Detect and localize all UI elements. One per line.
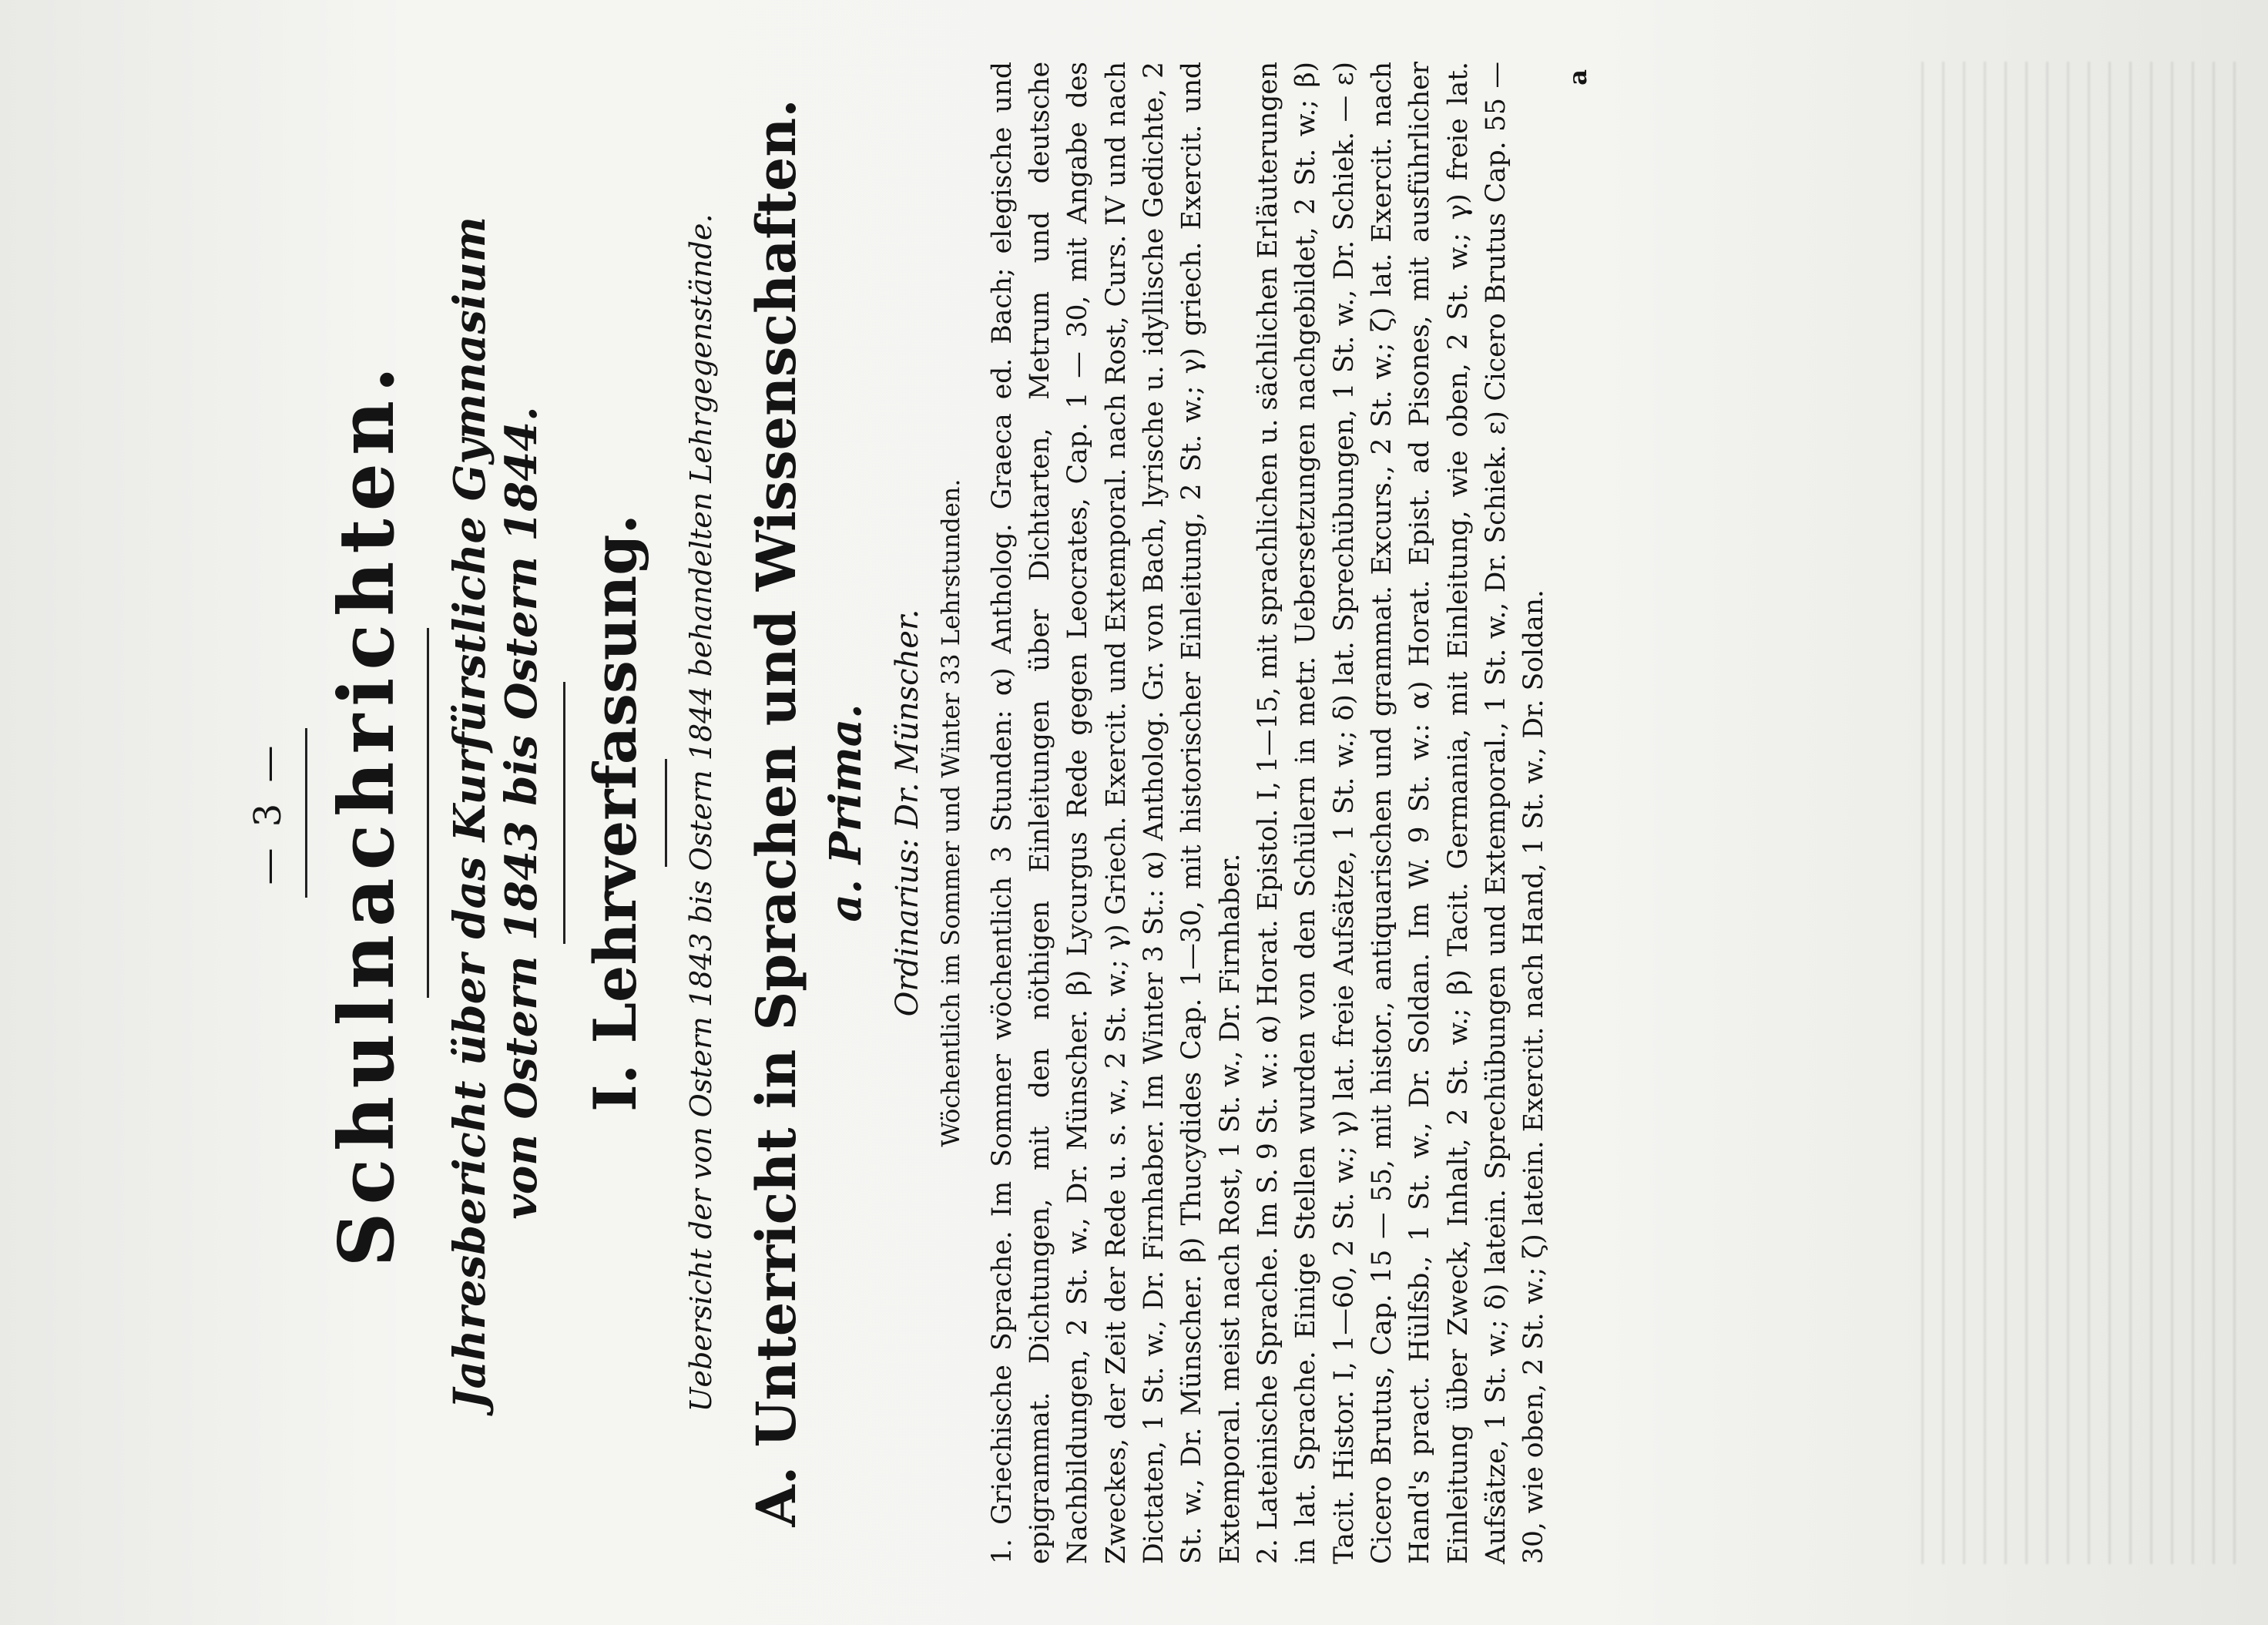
subtitle-line-2: von Ostern 1843 bis Ostern 1844. — [496, 406, 548, 1220]
page-title: Schulnachrichten. — [323, 358, 411, 1267]
ordinarius-line: Ordinarius: Dr. Münscher. — [889, 609, 925, 1017]
subject-paragraph-latin: 2. Lateinische Sprache. Im S. 9 St. w.: α) Horat. Epistol. I, 1—15, mit sprachlichen u. sächlichen Erläuterungen in lat. Sprache. Einige Stellen wurden von den Schülern in metr. Uebersetzungen nachgebildet, 2 St. w.; β) Tacit. Histor. I, 1—60, 2 St. w.; γ) lat. freie Aufsätze, 1 St. w.; δ) lat. Sprechübungen, 1 St. w., Dr. Schiek. — ε) Cicero Brutus, Cap. 15 — 55, mit histor., antiquarischen und grammat. Excurs., 2 St. w.; ζ) lat. Exercit. nach Hand's pract. Hülfsb., 1 St. w., Dr. Soldan. Im W. 9 St. w.: α) Horat. Epist. ad Pisones, mit ausführlicher Einleitung über Zweck, Inhalt, 2 St. w.; β) Tacit. Germania, mit Einleitung, wie oben, 2 St. w.; γ) freie lat. Aufsätze, 1 St. w.; δ) latein. Sprechübungen und Extemporal., 1 St. w., Dr. Schiek. ε) Cicero Brutus Cap. 55 — 30, wie oben, 2 St. w.; ζ) latein. Exercit. nach Hand, 1 St. w., Dr. Soldan. — [1253, 62, 1550, 1564]
rule-under-title — [427, 628, 429, 998]
rule-under-subtitle — [563, 682, 565, 944]
section-a-heading: A. Unterricht in Sprachen und Wissenschaften. — [743, 99, 808, 1527]
section-heading: I. Lehrverfassung. — [581, 514, 650, 1112]
rule-under-section — [665, 759, 667, 867]
document-page — [247, 62, 1941, 1564]
weekly-hours-line: Wöchentlich im Sommer und Winter 33 Lehrstunden. — [935, 478, 965, 1147]
bleed-through-text — [1921, 62, 2245, 1564]
rule-top — [305, 728, 307, 898]
intro-line: Uebersicht der von Ostern 1843 bis Ostern 1844 behandelten Lehrgegenstände. — [684, 213, 719, 1412]
page-number: — 3 — — [247, 740, 290, 885]
subject-paragraph-greek: 1. Griechische Sprache. Im Sommer wöchentlich 3 Stunden: α) Antholog. Graeca ed. Bach; elegische und epigrammat. Dichtungen, mit den nöthigen Einleitungen über Dichtarten, Metrum und deutsche Nachbildungen, 2 St. w., Dr. Münscher. β) Lycurgus Rede gegen Leocrates, Cap. 1 — 30, mit Angabe des Zweckes, der Zeit der Rede u. s. w., 2 St. w.; γ) Griech. Exercit. und Extemporal. nach Rost, Curs. IV und nach Dictaten, 1 St. w., Dr. Firnhaber. Im Winter 3 St.: α) Antholog. Gr. von Bach, lyrische u. idyllische Gedichte, 2 St. w., Dr. Münscher. β) Thucydides Cap. 1—30, mit historischer Einleitung, 2 St. w.; γ) griech. Exercit. und Extemporal. meist nach Rost, 1 St. w., Dr. Firnhaber. — [986, 62, 1246, 1564]
class-heading: a. Prima. — [820, 703, 871, 922]
subtitle-line-1: Jahresbericht über das Kurfürstliche Gymnasium — [445, 216, 495, 1410]
signature-mark: a — [1562, 69, 1592, 86]
